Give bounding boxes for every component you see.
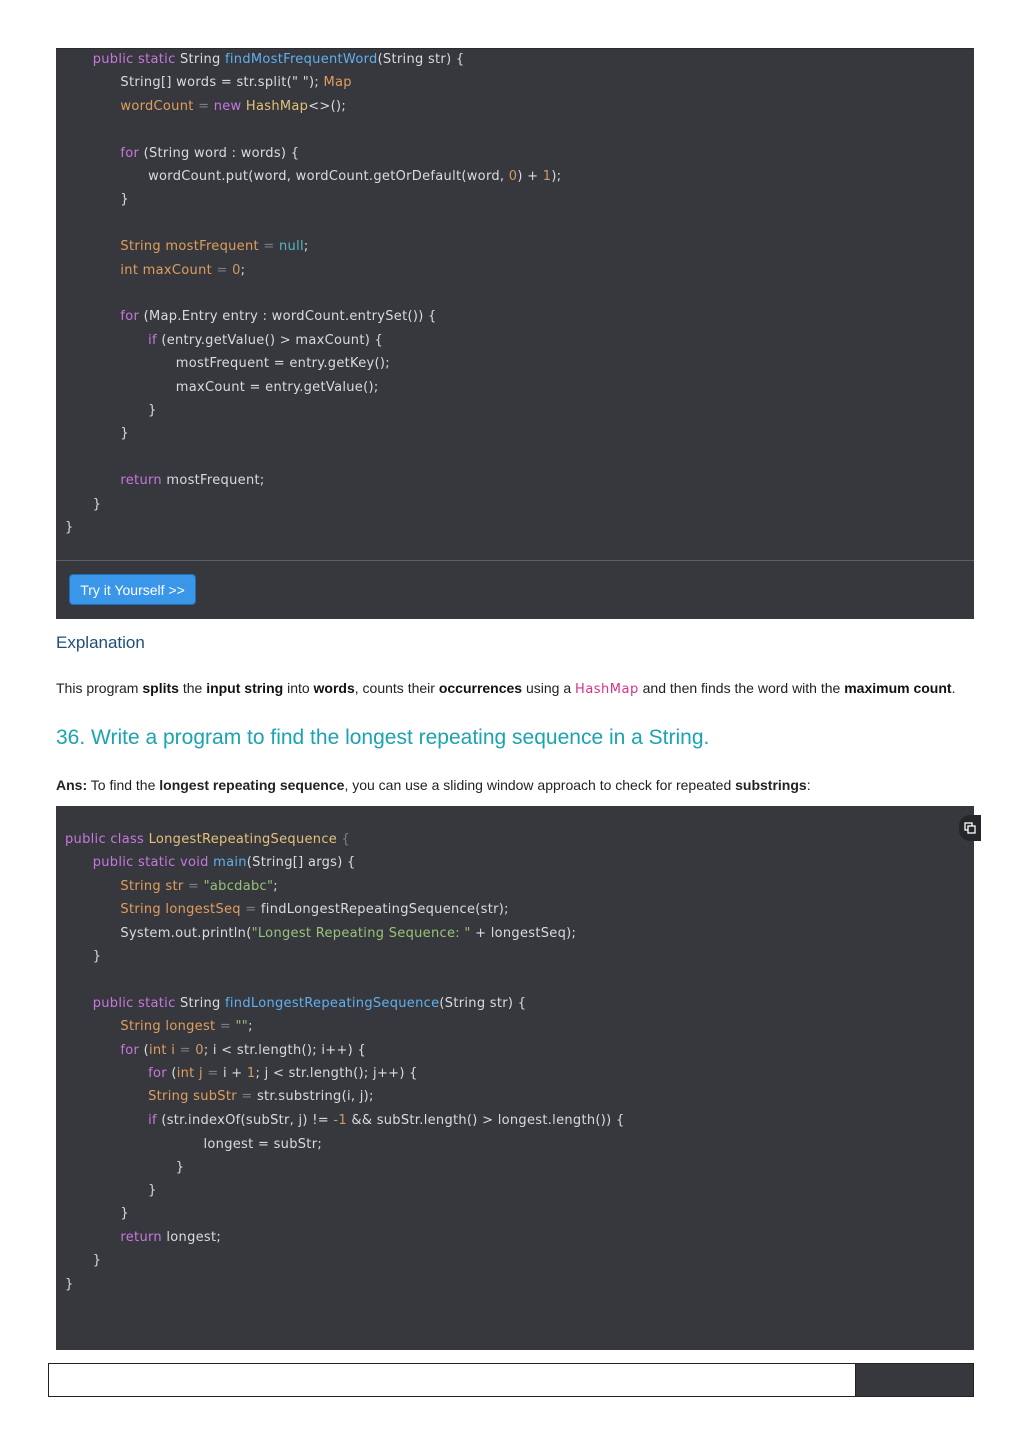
code-line: } bbox=[175, 1159, 185, 1175]
footer-dark-block bbox=[855, 1364, 973, 1396]
code-line: } bbox=[120, 1206, 129, 1222]
code-line: } bbox=[92, 496, 102, 512]
answer-text: Ans: To find the longest repeating sequence, you can use a sliding window approach to check for repeated substrings: bbox=[56, 777, 811, 793]
code-line: return mostFrequent; bbox=[120, 473, 265, 489]
copy-icon bbox=[964, 822, 976, 834]
code-line: for (int j = i + 1; j < str.length(); j++) { bbox=[148, 1066, 418, 1081]
code-line: } bbox=[92, 949, 102, 964]
code-line: String str = "abcdabc"; bbox=[120, 878, 278, 894]
footer-bar bbox=[48, 1363, 974, 1397]
code-line: String longest = ""; bbox=[120, 1019, 253, 1035]
code-line: } bbox=[92, 1253, 102, 1269]
explanation-title: Explanation bbox=[56, 633, 145, 652]
code-block-find-most-frequent-word bbox=[56, 48, 974, 560]
code-line bbox=[56, 282, 974, 305]
code-line: String[] words = str.split(" "); Map bbox=[120, 75, 352, 91]
code-line: System.out.println("Longest Repeating Sequence: " + longestSeq); bbox=[120, 925, 577, 941]
code-line: if (str.indexOf(subStr, j) != -1 && subStr.length() > longest.length()) { bbox=[148, 1112, 625, 1128]
copy-code-button[interactable] bbox=[959, 815, 981, 841]
code-line: for (int i = 0; i < str.length(); i++) { bbox=[120, 1042, 367, 1058]
question-36-heading: 36. Write a program to find the longest repeating sequence in a String. bbox=[56, 726, 710, 749]
code-line: mostFrequent = entry.getKey(); bbox=[175, 356, 390, 372]
code-line bbox=[56, 212, 974, 235]
code-line: String longestSeq = findLongestRepeatingSequence(str); bbox=[120, 902, 509, 918]
code-line: } bbox=[65, 520, 74, 535]
code-line: for (Map.Entry entry : wordCount.entrySet()) { bbox=[120, 309, 437, 325]
code-line: public static void main(String[] args) { bbox=[92, 855, 356, 871]
code-line: public static String findMostFrequentWord(String str) { bbox=[92, 52, 465, 67]
code-line: wordCount.put(word, wordCount.getOrDefault(word, 0) + 1); bbox=[148, 169, 562, 184]
code-line: return longest; bbox=[120, 1229, 222, 1245]
code-line: } bbox=[148, 403, 157, 418]
code-line: longest = subStr; bbox=[203, 1137, 323, 1153]
code-line bbox=[56, 118, 974, 141]
code-line: wordCount = new HashMap<>(); bbox=[120, 98, 347, 114]
code-line: } bbox=[120, 426, 129, 442]
code-line: } bbox=[148, 1183, 157, 1198]
try-it-yourself-bar bbox=[56, 560, 974, 619]
explanation-text: This program splits the input string into words, counts their occurrences using a HashMap and then finds the word with the maximum count. bbox=[56, 680, 956, 697]
code-line bbox=[56, 446, 974, 469]
code-line bbox=[56, 968, 974, 991]
code-line: String subStr = str.substring(i, j); bbox=[148, 1089, 374, 1105]
code-line: for (String word : words) { bbox=[120, 145, 300, 161]
code-line: String mostFrequent = null; bbox=[120, 239, 309, 255]
code-line: public static String findLongestRepeatingSequence(String str) { bbox=[92, 995, 527, 1011]
code-block-longest-repeating-sequence bbox=[56, 806, 974, 1350]
code-line: public class LongestRepeatingSequence { bbox=[65, 832, 351, 847]
code-line: maxCount = entry.getValue(); bbox=[175, 379, 379, 395]
code-line: if (entry.getValue() > maxCount) { bbox=[148, 332, 384, 348]
try-it-yourself-button[interactable]: Try it Yourself >> bbox=[69, 574, 196, 605]
code-line: } bbox=[120, 192, 129, 208]
code-line: int maxCount = 0; bbox=[120, 262, 246, 278]
code-line: } bbox=[65, 1276, 74, 1292]
